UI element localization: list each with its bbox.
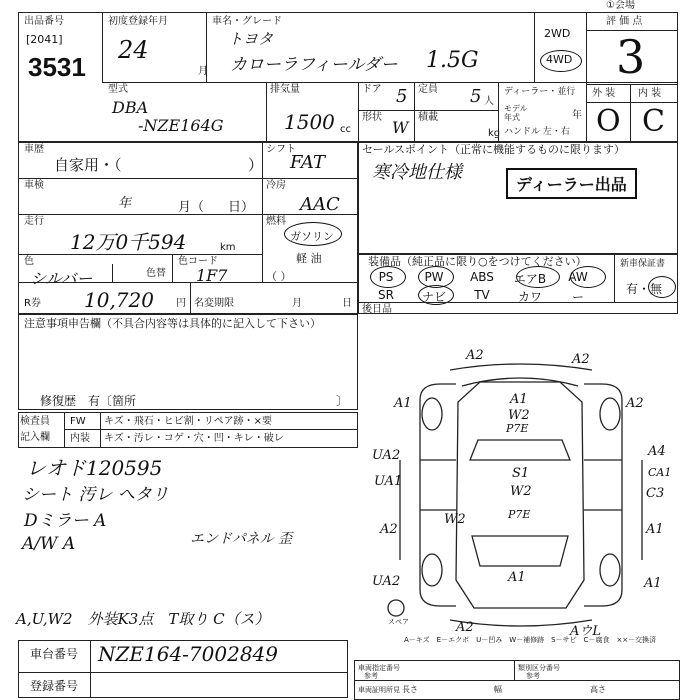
- drive-4wd-circle: [540, 50, 582, 72]
- rear-seat-label: 後日品: [362, 304, 392, 315]
- reg-expiry-label: 名変期限: [194, 298, 234, 309]
- model-grade-label: 車名・グレード: [212, 16, 282, 27]
- handle-label: ハンドル 左・右: [504, 127, 570, 137]
- first-reg-year: 24: [118, 36, 149, 64]
- history-value: 自家用・（: [54, 156, 122, 174]
- equip-aw: AW: [568, 270, 588, 284]
- type-prefix: DBA: [112, 98, 149, 117]
- damage-mark-16: A2: [380, 522, 398, 537]
- model-year-unit: 年: [572, 110, 582, 121]
- damage-mark-19: UA2: [372, 574, 401, 589]
- note-end-panel: エンドパネル 歪: [190, 531, 293, 547]
- color-code-label: 色コード: [178, 256, 218, 267]
- ac-value: AAC: [300, 194, 340, 215]
- damage-mark-1: A2: [466, 348, 484, 363]
- type-code: -NZE164G: [138, 116, 224, 135]
- note-mirror: Dミラー A: [24, 511, 107, 531]
- color-value: シルバー: [30, 269, 93, 288]
- chassis-value: NZE164-7002849: [98, 642, 278, 666]
- equip-airbag-circle: [516, 266, 560, 288]
- equip-abs: ABS: [470, 270, 494, 284]
- equip-ps: PS: [378, 270, 394, 284]
- history-label: 車歴: [24, 144, 44, 155]
- equip-navi: ナビ: [421, 290, 446, 304]
- damage-mark-17: W2: [444, 512, 466, 527]
- type-label: 型式: [108, 84, 128, 95]
- exterior-label: 外 装: [592, 88, 616, 99]
- door-value: 5: [396, 86, 408, 107]
- color-no-label: 色替: [146, 268, 166, 279]
- repair-label: 修復歴 有〔箇所: [40, 394, 137, 408]
- model-name: カローラフィールダー: [230, 55, 398, 75]
- exterior-value: O: [596, 104, 621, 139]
- disp-value: 1500: [284, 110, 335, 134]
- equip-leather: カワ: [517, 290, 542, 304]
- warranty-label: 新車保証書: [620, 259, 666, 269]
- lot-number: 3531: [28, 52, 86, 82]
- damage-mark-22: A2: [456, 620, 474, 635]
- dealer-spec-label: 車両指定番号: [358, 664, 400, 672]
- mileage-label: 走行: [24, 216, 44, 227]
- inspector-row2-tag: 内装: [70, 433, 90, 444]
- header-frame: [18, 12, 678, 142]
- equip-aw-circle: [570, 266, 606, 288]
- fuel-label: 燃料: [266, 216, 286, 227]
- dealer-stamp: ディーラー出品: [506, 168, 637, 199]
- sales-label: セールスポイント（正常に機能するものに限ります）: [362, 143, 626, 156]
- height-label: 高さ: [590, 685, 606, 694]
- inspector-label-1: 検査員: [20, 416, 50, 427]
- damage-mark-13: S1: [512, 466, 530, 481]
- class-label: 類別区分番号: [518, 664, 560, 672]
- damage-mark-11: CA1: [648, 466, 672, 479]
- inspection-year: 年: [118, 196, 132, 211]
- spare-label: スペア: [388, 618, 409, 626]
- shape-label: 形状: [362, 112, 382, 123]
- notes-label: 注意事項申告欄（不具合内容等は具体的に記入して下さい）: [24, 317, 321, 330]
- damage-mark-5: A1: [510, 392, 528, 407]
- inspector-row2-text: キズ・汚レ・コゲ・穴・凹・キレ・破レ: [104, 433, 284, 444]
- fuel-diesel: 軽 油: [296, 252, 322, 265]
- capacity-value: 5: [470, 86, 482, 107]
- damage-mark-2: A2: [572, 352, 590, 367]
- width-label: 幅: [494, 685, 502, 694]
- note-odometer: レオド120595: [26, 456, 163, 480]
- color-code-value: 1F7: [196, 266, 228, 285]
- drive-4wd: 4WD: [546, 53, 573, 66]
- lot-code: [2041]: [26, 33, 63, 46]
- equipment-label: 装備品（純正品に限り○をつけてください）: [368, 255, 587, 268]
- equip-ps-circle: [370, 266, 406, 288]
- inspector-label-2: 記入欄: [20, 432, 50, 443]
- damage-legend: A－キズ E－エクボ U－凹み W－補修跡 S－サビ C－腐食 ××－交換済: [404, 636, 657, 644]
- lot-label: 出品番号: [24, 16, 64, 27]
- capacity-label: 定員: [418, 84, 438, 95]
- damage-mark-15: P7E: [508, 508, 531, 521]
- reg-expiry-month: 月: [292, 298, 302, 309]
- color-label: 色: [24, 256, 34, 267]
- fuel-paren: （ ）: [266, 270, 292, 283]
- shape-value: W: [392, 118, 409, 137]
- damage-mark-4: A2: [626, 396, 644, 411]
- interior-label: 内 装: [638, 88, 662, 99]
- disp-label: 排気量: [270, 84, 300, 95]
- damage-mark-14: W2: [510, 484, 532, 499]
- sales-value: 寒冷地仕様: [372, 162, 462, 183]
- shift-label: シフト: [266, 144, 296, 155]
- damage-mark-10: A4: [648, 444, 666, 459]
- ref2-label: 参考: [526, 672, 540, 680]
- maker: トヨタ: [228, 30, 274, 48]
- recycle-value: 10,720: [84, 288, 154, 312]
- length-label: 長さ: [402, 685, 418, 694]
- interior-value: C: [642, 104, 665, 139]
- damage-mark-23: AウL: [570, 624, 602, 639]
- recycle-label: R券: [24, 298, 41, 309]
- note-aw: A/W A: [22, 534, 76, 554]
- fuel-gas-circle: [284, 222, 342, 246]
- damage-mark-3: A1: [394, 396, 412, 411]
- history-close: ）: [248, 156, 264, 174]
- top-right-tag: ①会場: [606, 0, 635, 11]
- load-label: 積載: [418, 112, 438, 123]
- damage-mark-21: A1: [644, 576, 662, 591]
- score-label: 評 価 点: [606, 16, 643, 27]
- reg-expiry-day: 日: [342, 298, 352, 309]
- equip-sr: SR: [378, 288, 394, 302]
- damage-mark-8: UA2: [372, 448, 401, 463]
- ac-label: 冷房: [266, 180, 286, 191]
- warranty-circle: [648, 276, 676, 298]
- shift-value: FAT: [290, 152, 325, 173]
- model-year-label: モデル年式: [504, 104, 528, 122]
- mileage-unit: km: [220, 242, 236, 253]
- inspection-month: 月（: [178, 200, 205, 215]
- equip-tv: TV: [474, 288, 490, 302]
- fuel-gas: ガソリン: [290, 230, 334, 243]
- note-summary: A,U,W2 外装K3点 T取り C（ス）: [16, 610, 270, 628]
- damage-mark-7: P7E: [506, 422, 529, 435]
- note-seat: シート 汚レ へタリ: [22, 485, 169, 505]
- damage-mark-20: A1: [508, 570, 526, 585]
- damage-mark-18: A1: [646, 522, 664, 537]
- recycle-unit: 円: [176, 298, 186, 309]
- equip-airbag: エアB: [513, 272, 547, 286]
- capacity-unit: 人: [484, 96, 494, 107]
- damage-mark-12: C3: [646, 486, 665, 501]
- first-reg-label: 初度登録年月: [108, 16, 168, 27]
- inspection-day: 日）: [228, 200, 255, 215]
- door-label: ドア: [362, 84, 382, 95]
- drive-2wd: 2WD: [544, 27, 571, 40]
- inspector-row1-tag: FW: [70, 416, 86, 427]
- registration-label: 登録番号: [30, 679, 79, 693]
- damage-mark-9: UA1: [374, 474, 403, 489]
- ref-label: 参考: [364, 672, 378, 680]
- damage-mark-6: W2: [508, 408, 530, 423]
- mileage-value: 12万0千594: [70, 230, 187, 254]
- cert-label: 車両証明所見: [358, 686, 400, 694]
- inspection-label: 車検: [24, 180, 44, 191]
- load-unit: kg: [488, 128, 501, 139]
- warranty-value: 有・無: [626, 282, 663, 296]
- grade: 1.5G: [426, 48, 479, 73]
- inspector-row1-text: キズ・飛石・ヒビ割・リペア跡・×要: [104, 416, 272, 427]
- chassis-label: 車台番号: [30, 647, 79, 661]
- repair-close: 〕: [336, 394, 349, 408]
- equip-pw: PW: [424, 270, 444, 284]
- disp-unit: cc: [340, 124, 351, 135]
- first-reg-month-unit: 月: [198, 66, 208, 77]
- equip-dash: ー: [571, 290, 584, 304]
- dealer-label: ディーラー・並行: [504, 87, 576, 97]
- score-value: 3: [616, 30, 646, 84]
